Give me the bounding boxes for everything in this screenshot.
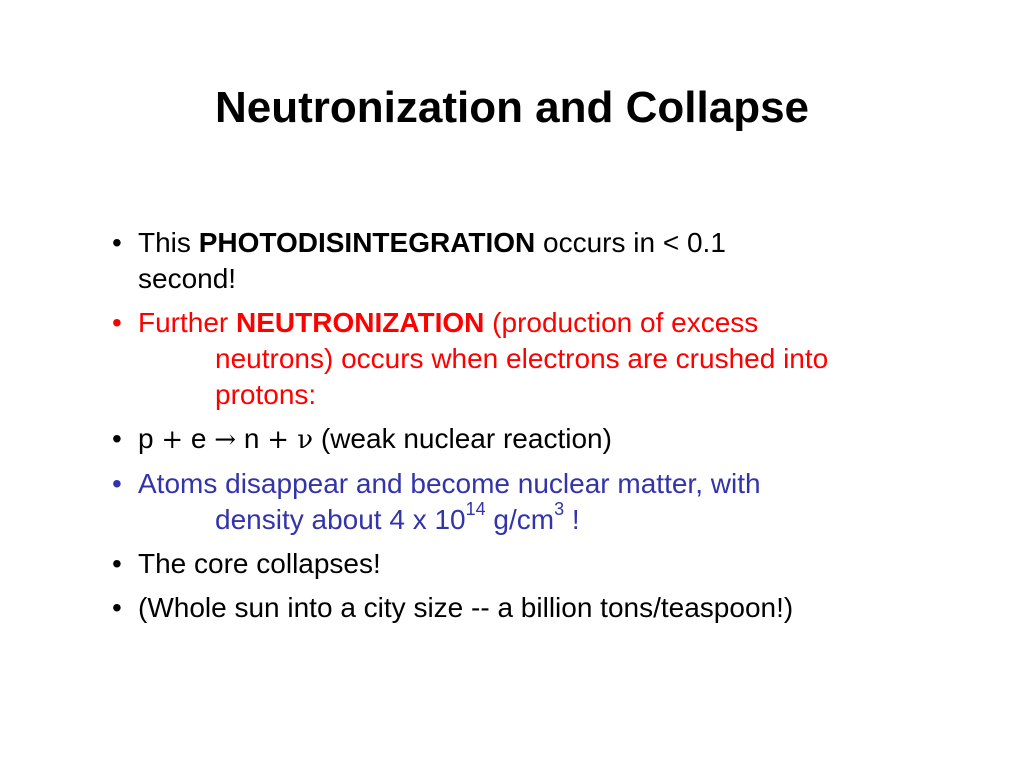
bullet-photodisintegration — [112, 225, 982, 297]
bullet-neutronization — [112, 305, 982, 413]
reaction-p: p — [138, 423, 162, 454]
bullet-text: (Whole sun into a city size -- a billion tons/teaspoon!) — [138, 592, 794, 623]
reaction-e: e — [183, 423, 215, 454]
bullet-list — [112, 225, 982, 634]
bullet-text-bold: NEUTRONIZATION — [236, 307, 485, 338]
density-pre: density about 4 x 10 — [215, 504, 466, 535]
bullet-marker: • — [112, 468, 122, 499]
bullet-text: The core collapses! — [138, 548, 381, 579]
unit-exponent: 3 — [554, 498, 565, 519]
plus-symbol: + — [161, 425, 184, 455]
slide-title: Neutronization and Collapse — [214, 83, 810, 132]
bullet-text-pre: This — [138, 227, 199, 258]
nu-symbol: ν — [289, 425, 314, 455]
bullet-text-bold: PHOTODISINTEGRATION — [198, 227, 536, 258]
bullet-city-size — [112, 590, 982, 626]
density-unit: g/cm — [485, 504, 555, 535]
density-exponent: 14 — [465, 498, 486, 519]
plus-symbol: + — [267, 425, 290, 455]
arrow-icon: → — [214, 425, 237, 455]
bullet-text-line2 — [138, 498, 982, 538]
bullet-text-continuation: second! — [138, 263, 237, 294]
bullet-text-post: (production of excess — [484, 307, 759, 338]
bullet-text-continuation: neutrons) occurs when electrons are crushed into — [215, 343, 829, 374]
bullet-text-line1: Atoms disappear and become nuclear matter, with — [138, 468, 761, 499]
bullet-text-continuation-2: protons: — [215, 379, 317, 410]
bullet-marker: • — [112, 548, 122, 579]
bullet-reaction — [112, 421, 982, 458]
bullet-core-collapses — [112, 546, 982, 582]
bullet-marker: • — [112, 227, 122, 258]
bullet-marker: • — [112, 307, 122, 338]
bullet-text-post: occurs in < 0.1 — [535, 227, 726, 258]
bullet-text-pre: Further — [138, 307, 237, 338]
reaction-n: n — [236, 423, 268, 454]
reaction-note: (weak nuclear reaction) — [313, 423, 612, 454]
bullet-marker: • — [112, 592, 122, 623]
bullet-marker: • — [112, 423, 122, 454]
density-post: ! — [564, 504, 580, 535]
bullet-nuclear-matter — [112, 466, 982, 538]
